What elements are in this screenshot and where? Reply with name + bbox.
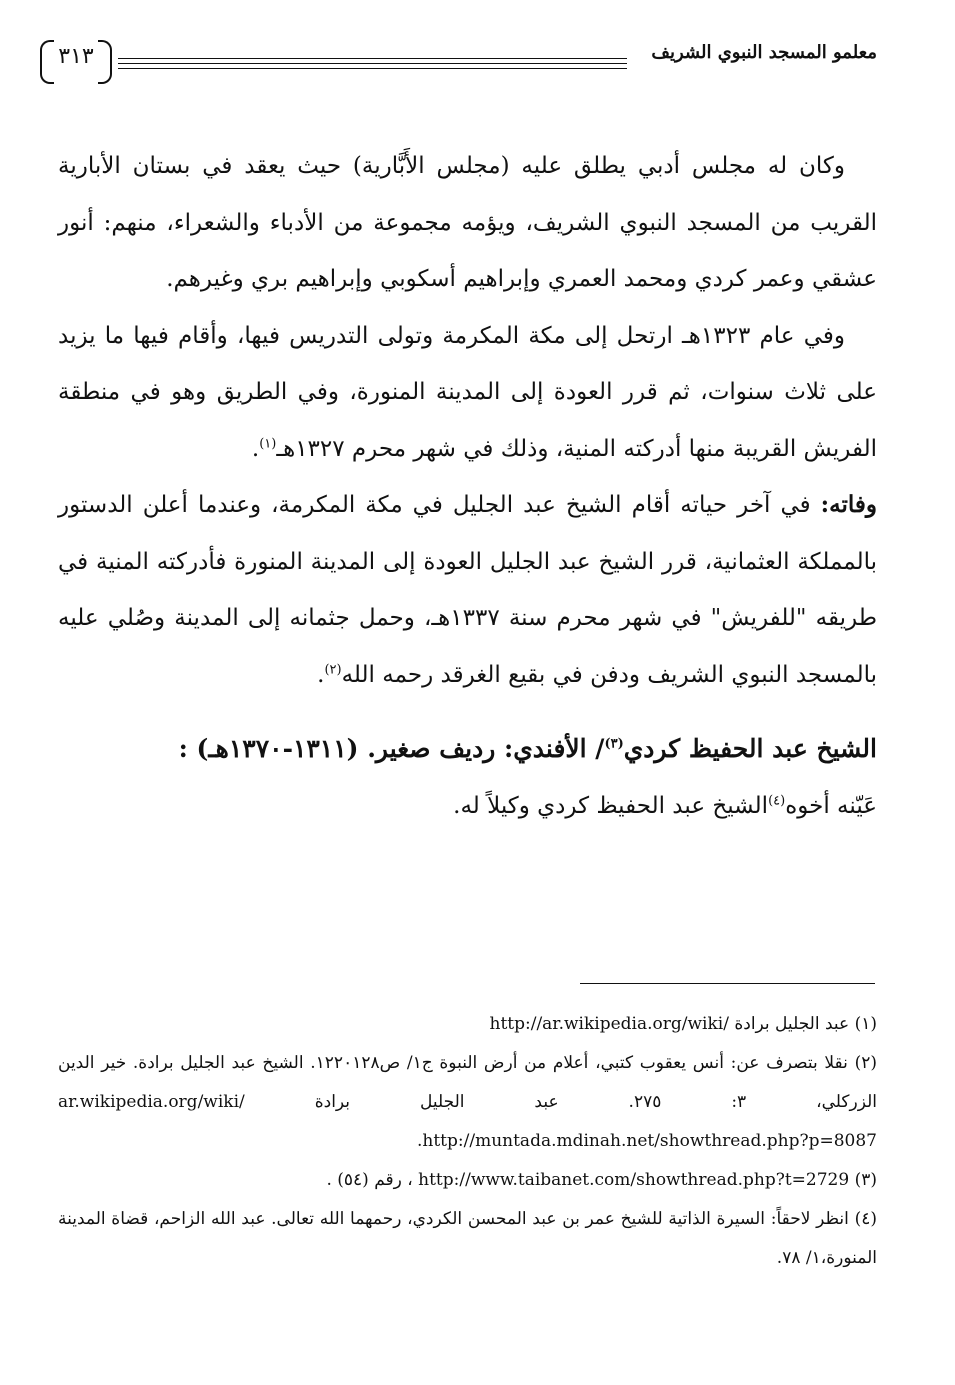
footnote-ref[interactable]: (٤) <box>768 792 786 808</box>
footnote-text: نقلا بتصرف عن: أنس يعقوب كتبي، أعلام من أرض النبوة ج١/ ص١٢٢٠١٢٨. الشيخ عبد الجليل برادة. خير الدين الزركلي، ٣: ٢٧٥. عبد الجليل برادة <box>58 1053 877 1112</box>
page-number: ٣١٣ <box>58 44 94 69</box>
paragraph <box>58 477 877 703</box>
footnote-4 <box>58 1200 877 1278</box>
footnote-text: ، رقم (٥٤) . <box>326 1170 413 1190</box>
footnote-ref[interactable]: (١) <box>259 435 277 451</box>
footnote-end: . <box>417 1131 423 1151</box>
paragraph <box>58 778 877 835</box>
paragraph <box>58 308 877 478</box>
paragraph-text: في آخر حياته أقام الشيخ عبد الجليل في مكة المكرمة، وعندما أعلن الدستور بالمملكة العثمانية، قرر الشيخ عبد الجليل العودة إلى المدينة المنورة فأدركته المنية في طريقه "للفريش" في شهر محرم سنة ١٣٣٧هـ، وحمل جثمانه إلى المدينة وصُلي عليه بالمسجد النبوي الشريف ودفن في بقيع الغرقد رحمه الله <box>58 492 877 688</box>
header-rule <box>118 68 627 69</box>
heading-name: الشيخ عبد الحفيظ كردي <box>623 734 877 763</box>
header-rule <box>118 58 627 59</box>
footnote-3 <box>58 1161 877 1200</box>
footnote-link[interactable]: http://muntada.mdinah.net/showthread.php?p=8087 <box>422 1131 877 1151</box>
footnote-1 <box>58 1005 877 1044</box>
heading-details: / الأفندي: رديف صغير. (١٣١١-١٣٧٠هـ) : <box>178 734 605 763</box>
death-label: وفاته: <box>820 491 877 518</box>
paragraph-text: وفي عام ١٣٢٣هـ ارتحل إلى مكة المكرمة وتولى التدريس فيها، وأقام فيها ما يزيد على ثلاث سنوات، ثم قرر العودة إلى المدينة المنورة، وفي الطريق وهو في منطقة الفريش القريبة منها أدركته المنية، وذلك في شهر محرم ١٣٢٧هـ <box>58 322 877 462</box>
paragraph-text: الشيخ عبد الحفيظ كردي وكيلاً له. <box>453 792 769 819</box>
paragraph-text: عَيّنه أخوه <box>785 792 877 819</box>
section-heading <box>58 721 877 778</box>
header-rule <box>118 63 627 64</box>
paragraph-text: وكان له مجلس أدبي يطلق عليه (مجلس الأَبَّارية) حيث يعقد في بستان الأبارية القريب من المسجد النبوي الشريف، ويؤمه مجموعة من الأدباء والشعراء، منهم: أنور عشقي وعمر كردي ومحمد العمري وإبراهيم أسكوبي وإبراهيم بري وغيرهم. <box>58 153 877 292</box>
footnote-number: (٣) <box>854 1170 877 1190</box>
bracket-left <box>40 40 54 84</box>
footnote-text: انظر لاحقاً: السيرة الذاتية للشيخ عمر بن عبد المحسن الكردي، رحمهما الله تعالى. عبد الله الزاحم، قضاة المدينة المنورة،١/ ٧٨. <box>58 1209 877 1268</box>
footnote-number: (٤) <box>854 1209 877 1229</box>
footnote-number: (٢) <box>854 1053 878 1073</box>
paragraph-end: . <box>317 661 325 688</box>
footnote-link[interactable]: http://www.taibanet.com/showthread.php?t=2729 <box>418 1170 850 1190</box>
footnote-link[interactable]: ar.wikipedia.org/wiki/ <box>58 1092 245 1112</box>
bracket-right <box>98 40 112 84</box>
page-header <box>40 28 877 80</box>
footnote-2 <box>58 1044 877 1161</box>
running-title: معلمو المسجد النبوي الشريف <box>651 42 877 63</box>
main-text <box>58 138 877 834</box>
paragraph <box>58 138 877 308</box>
footnote-link[interactable]: http://ar.wikipedia.org/wiki/ <box>489 1014 729 1034</box>
footnote-ref[interactable]: (٢) <box>324 661 342 677</box>
footnote-ref[interactable]: (٣) <box>604 736 624 752</box>
footnote-separator <box>580 983 875 984</box>
paragraph-end: . <box>251 435 260 462</box>
footnote-text: عبد الجليل برادة <box>734 1014 850 1034</box>
footnotes <box>58 1005 877 1278</box>
footnote-number: (١) <box>854 1014 877 1034</box>
page-number-box <box>40 36 112 78</box>
